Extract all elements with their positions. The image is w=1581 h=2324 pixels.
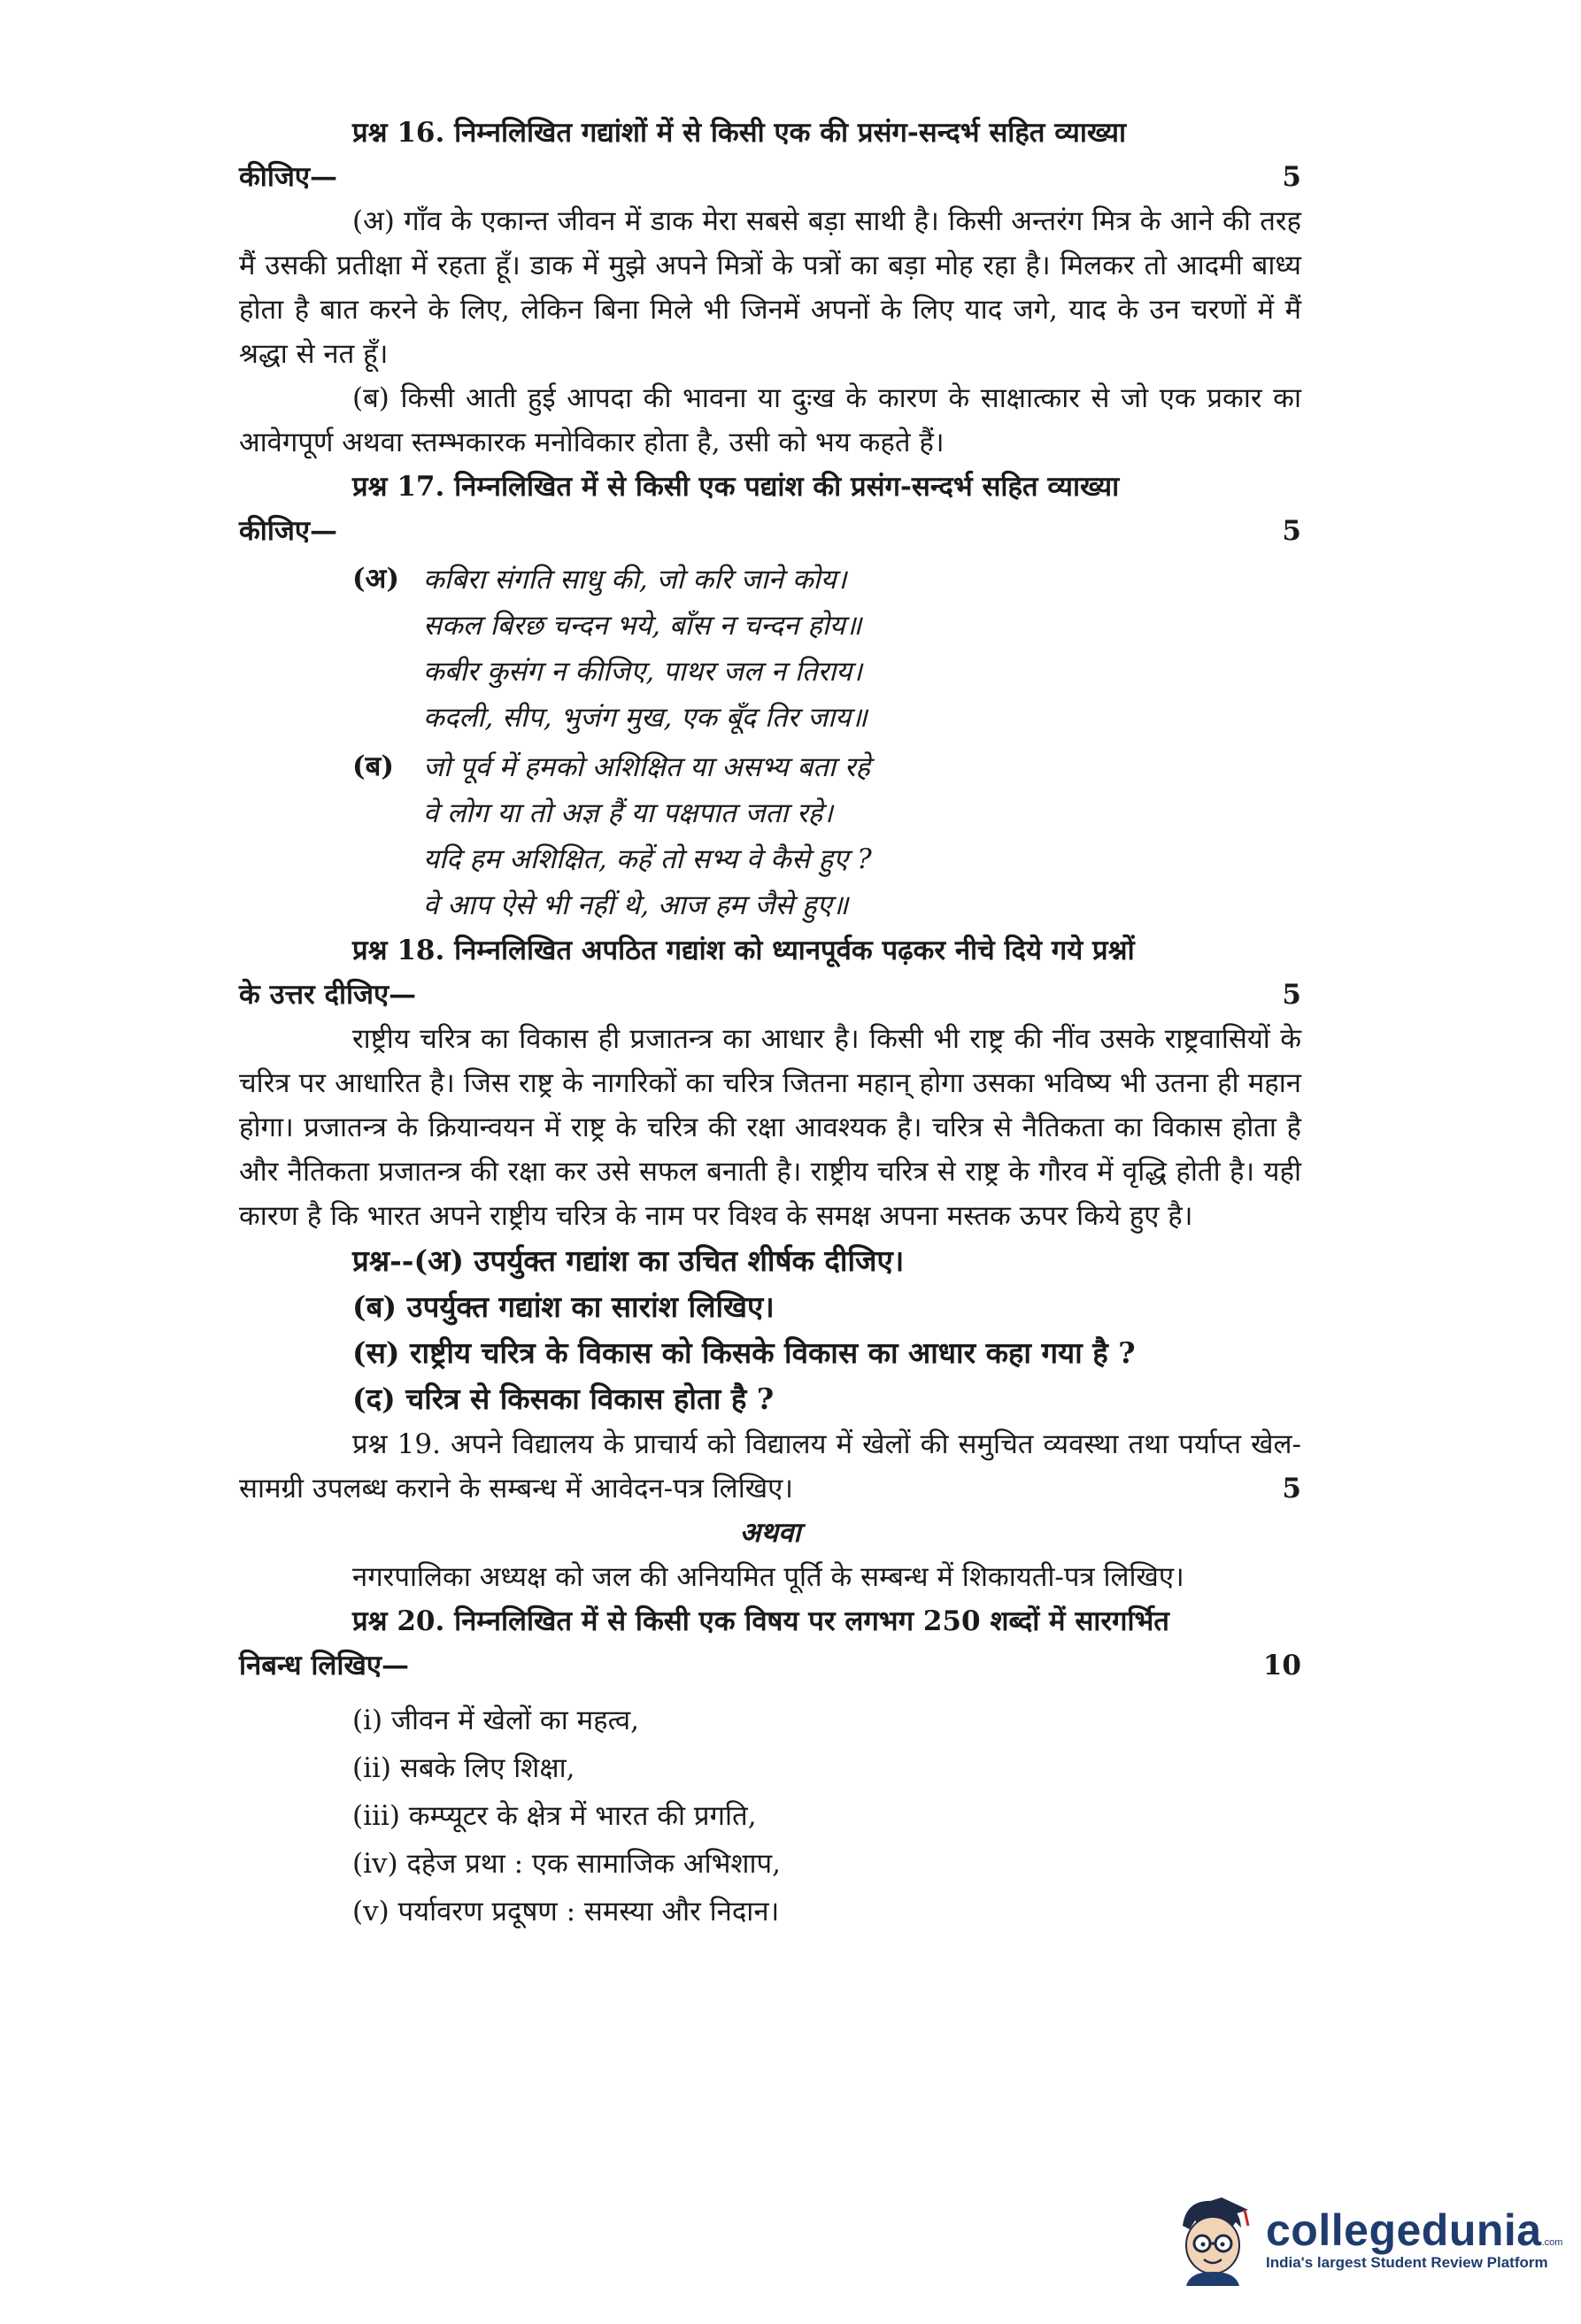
verse-line: सकल बिरछ चन्दन भये, बाँस न चन्दन होय॥ — [423, 610, 862, 642]
q20-heading-end: निबन्ध लिखिए— — [239, 1650, 409, 1681]
q17-verse-b — [352, 744, 1301, 928]
verse-line: कदली, सीप, भुजंग मुख, एक बूँद तिर जाय॥ — [423, 702, 868, 734]
q16-marks: 5 — [1282, 161, 1301, 193]
verse-line: कबिरा संगति साधु की, जो करि जाने कोय। — [423, 564, 847, 596]
collegedunia-logo[interactable] — [1167, 2186, 1563, 2292]
verse-line: जो पूर्व में हमको अशिक्षित या असभ्य बता रहे — [423, 751, 870, 783]
verse-line: यदि हम अशिक्षित, कहें तो सभ्य वे कैसे हुए ? — [423, 843, 872, 875]
q18-sub-a: प्रश्न--(अ) उपर्युक्त गद्यांश का उचित शीर्षक दीजिए। — [352, 1243, 905, 1278]
q17-verse-b-label: (ब) — [352, 750, 395, 782]
q16-para-b: (ब) किसी आती हुई आपदा की भावना या दुःख के कारण के साक्षात्कार से जो एक प्रकार का आवेगपूर्ण अथवा स्तम्भकारक मनोविकार होता है, उसी को भय कहते हैं। — [239, 382, 1301, 458]
list-item: (ii) सबके लिए शिक्षा, — [352, 1752, 575, 1784]
q19-marks: 5 — [1282, 1473, 1301, 1504]
q20-topic-list — [352, 1697, 1301, 1935]
list-item: (v) पर्यावरण प्रदूषण : समस्या और निदान। — [352, 1896, 780, 1928]
student-mascot-icon — [1167, 2190, 1255, 2288]
verse-line: कबीर कुसंग न कीजिए, पाथर जल न तिराय। — [423, 656, 862, 688]
q18-heading-end: के उत्तर दीजिए— — [239, 979, 417, 1011]
q17-marks: 5 — [1282, 515, 1301, 547]
q18-passage: राष्ट्रीय चरित्र का विकास ही प्रजातन्त्र का आधार है। किसी भी राष्ट्र की नींव उसके राष्ट्रवासियों के चरित्र पर आधारित है। जिस राष्ट्र के नागरिकों का चरित्र जितना महान् होगा उसका भविष्य भी उतना ही महान होगा। प्रजातन्त्र के क्रियान्वयन में राष्ट्र के चरित्र की रक्षा आवश्यक है। चरित्र से नैतिकता का विकास होता है और नैतिकता प्रजातन्त्र की रक्षा कर उसे सफल बनाती है। राष्ट्रीय चरित्र से राष्ट्र के गौरव में वृद्धि होती है। यही कारण है कि भारत अपने राष्ट्रीय चरित्र के नाम पर विश्व के समक्ष अपना मस्तक ऊपर किये हुए है। — [239, 1023, 1301, 1232]
q19-alt: नगरपालिका अध्यक्ष को जल की अनियमित पूर्ति के सम्बन्ध में शिकायती-पत्र लिखिए। — [352, 1561, 1184, 1593]
q18-marks: 5 — [1282, 979, 1301, 1011]
list-item: (i) जीवन में खेलों का महत्व, — [352, 1705, 639, 1736]
q19-question: प्रश्न 19. अपने विद्यालय के प्राचार्य को विद्यालय में खेलों की समुचित व्यवस्था तथा पर्याप्त खेल-सामग्री उपलब्ध कराने के सम्बन्ध में आवेदन-पत्र लिखिए। — [239, 1428, 1301, 1504]
verse-line: वे आप ऐसे भी नहीं थे, आज हम जैसे हुए॥ — [423, 889, 849, 921]
q17-heading-end-row — [239, 509, 1301, 553]
q20-marks: 10 — [1262, 1650, 1301, 1681]
list-item: (iii) कम्प्यूटर के क्षेत्र में भारत की प्रगति, — [352, 1800, 757, 1832]
q19-or: अथवा — [739, 1517, 801, 1549]
q17-verse-a-label: (अ) — [352, 563, 400, 595]
brand-name: collegedunia — [1266, 2205, 1542, 2255]
verse-line: वे लोग या तो अज्ञ हैं या पक्षपात जता रहे। — [423, 797, 833, 829]
list-item: (iv) दहेज प्रथा : एक सामाजिक अभिशाप, — [352, 1848, 782, 1880]
q17-heading-end: कीजिए— — [239, 515, 338, 547]
q16-heading: प्रश्न 16. निम्नलिखित गद्यांशों में से किसी एक की प्रसंग-सन्दर्भ सहित व्याख्या — [352, 117, 1126, 149]
q18-sub-c: (स) राष्ट्रीय चरित्र के विकास को किसके विकास का आधार कहा गया है ? — [352, 1335, 1136, 1370]
logo-text — [1266, 2206, 1562, 2272]
q16-heading-end-row — [239, 155, 1301, 199]
q19-text — [239, 1422, 1301, 1511]
q17-heading: प्रश्न 17. निम्नलिखित में से किसी एक पद्यांश की प्रसंग-सन्दर्भ सहित व्याख्या — [352, 471, 1120, 503]
q20-heading-end-row — [239, 1643, 1301, 1688]
brand-domain: .com — [1541, 2237, 1563, 2248]
q16-heading-end: कीजिए— — [239, 161, 338, 193]
brand-tagline: India's largest Student Review Platform — [1266, 2254, 1548, 2271]
q18-heading: प्रश्न 18. निम्नलिखित अपठित गद्यांश को ध्यानपूर्वक पढ़कर नीचे दिये गये प्रश्नों — [352, 935, 1135, 966]
q17-verse-a — [352, 557, 1301, 741]
q16-para-a: (अ) गाँव के एकान्त जीवन में डाक मेरा सबसे बड़ा साथी है। किसी अन्तरंग मित्र के आने की तरह मैं उसकी प्रतीक्षा में रहता हूँ। डाक में मुझे अपने मित्रों के पत्रों का बड़ा मोह रहा है। मिलकर तो आदमी बाध्य होता है बात करने के लिए, लेकिन बिना मिले भी जिनमें अपनों के लिए याद जगे, याद के उन चरणों में मैं श्रद्धा से नत हूँ। — [239, 205, 1301, 370]
q18-heading-end-row — [239, 973, 1301, 1017]
question-paper-page — [239, 111, 1301, 1935]
q18-sub-b: (ब) उपर्युक्त गद्यांश का सारांश लिखिए। — [352, 1289, 775, 1324]
q18-sub-d: (द) चरित्र से किसका विकास होता है ? — [352, 1381, 775, 1416]
q20-heading: प्रश्न 20. निम्नलिखित में से किसी एक विषय पर लगभग 250 शब्दों में सारगर्भित — [352, 1605, 1169, 1637]
